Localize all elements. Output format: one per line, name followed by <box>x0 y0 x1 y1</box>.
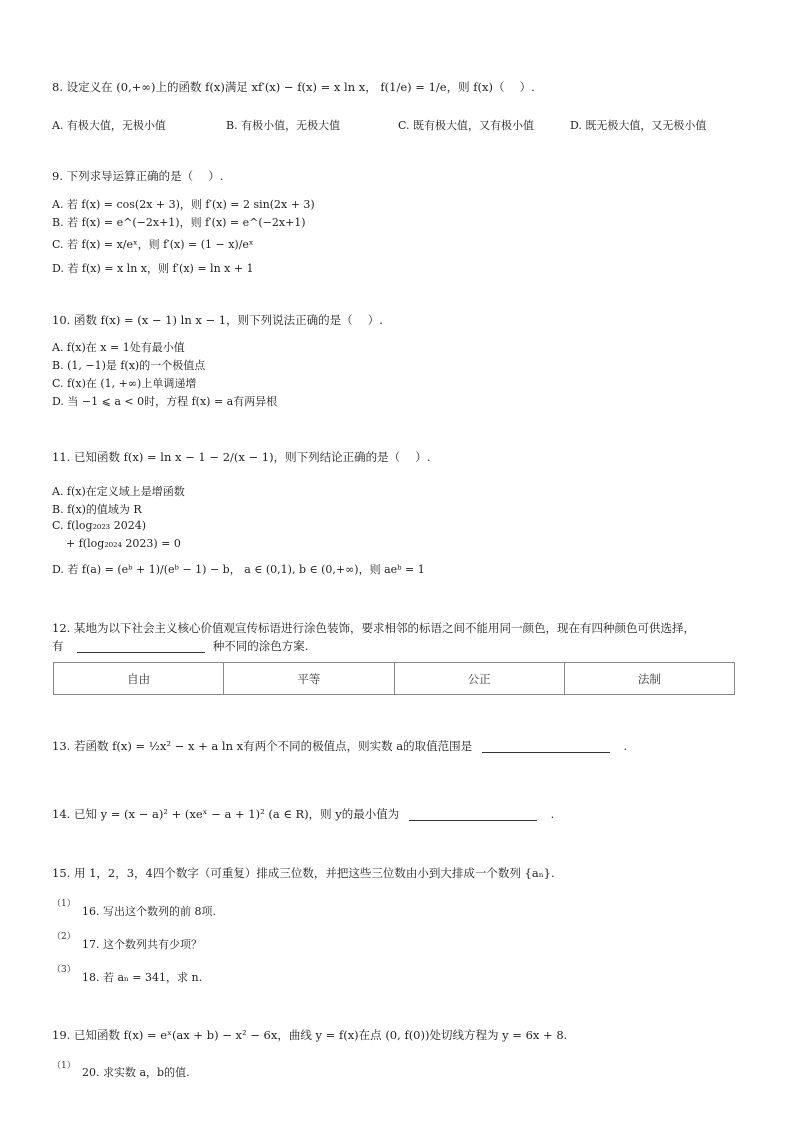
slogan-cell: 自由 <box>54 663 224 695</box>
q15-sub1-text: 16. 写出这个数列的前 8项. <box>82 905 216 918</box>
q14-end: . <box>550 807 555 821</box>
q14-stem: 14. 已知 y = (x − a)² + (xeˣ − a + 1)² (a ∈ R)，则 y的最小值为 <box>52 807 400 821</box>
q8-option-b: B. 有极小值，无极大值 <box>226 119 341 132</box>
q19-sub1-text: 20. 求实数 a，b的值. <box>82 1066 190 1079</box>
q10-option-a: A. f(x)在 x = 1处有最小值 <box>52 341 185 354</box>
q10-option-b: B. (1, −1)是 f(x)的一个极值点 <box>52 359 206 372</box>
slogan-table <box>53 662 735 695</box>
q11-option-d: D. 若 f(a) = (eᵇ + 1)/(eᵇ − 1) − b， a ∈ (0,1), b ∈ (0,+∞)，则 aeᵇ = 1 <box>52 563 425 576</box>
q9-option-c: C. 若 f(x) = x/eˣ，则 f′(x) = (1 − x)/eˣ <box>52 238 254 251</box>
question-9-stem: 9. 下列求导运算正确的是（ ）. <box>52 169 224 183</box>
question-8-stem: 8. 设定义在 (0,+∞)上的函数 f(x)满足 xf′(x) − f(x) = x ln x， f(1/e) = 1/e，则 f(x)（ ）. <box>52 80 535 94</box>
slogan-row <box>54 663 735 695</box>
q13-answer-blank[interactable] <box>482 740 610 753</box>
q9-option-d: D. 若 f(x) = x ln x，则 f′(x) = ln x + 1 <box>52 262 254 275</box>
q8-option-c: C. 既有极大值，又有极小值 <box>398 119 535 132</box>
q10-option-d: D. 当 −1 ⩽ a < 0时，方程 f(x) = a有两异根 <box>52 395 278 408</box>
q8-option-a: A. 有极大值，无极小值 <box>52 119 166 132</box>
q9-option-b: B. 若 f(x) = e^(−2x+1)，则 f′(x) = e^(−2x+1) <box>52 216 306 229</box>
question-10-stem: 10. 函数 f(x) = (x − 1) ln x − 1，则下列说法正确的是（ ）. <box>52 313 383 327</box>
q15-sub2-number: （2） <box>52 932 76 942</box>
question-12-stem: 12. 某地为以下社会主义核心价值观宣传标语进行涂色装饰，要求相邻的标语之间不能用同一颜色，现在有四种颜色可供选择， <box>52 621 695 635</box>
question-15-stem: 15. 用 1，2，3，4四个数字（可重复）排成三位数，并把这些三位数由小到大排成一个数列 {aₙ}. <box>52 866 555 880</box>
q11-option-c-cont: + f(log₂₀₂₄ 2023) = 0 <box>66 537 181 550</box>
q11-option-a: A. f(x)在定义域上是增函数 <box>52 485 185 498</box>
q12-line2-post: 种不同的涂色方案. <box>212 639 309 653</box>
q15-sub2-text: 17. 这个数列共有少项？ <box>82 938 202 951</box>
q15-sub1-number: （1） <box>52 899 76 909</box>
q13-end: . <box>623 739 628 753</box>
q19-sub1-number: （1） <box>52 1061 76 1071</box>
q11-option-c: C. f(log₂₀₂₃ 2024) <box>52 519 146 532</box>
q15-sub3-number: （3） <box>52 965 76 975</box>
question-11-stem: 11. 已知函数 f(x) = ln x − 1 − 2/(x − 1)，则下列结论正确的是（ ）. <box>52 450 431 464</box>
q9-option-a: A. 若 f(x) = cos(2x + 3)，则 f′(x) = 2 sin(2x + 3) <box>52 198 315 211</box>
question-12-line2 <box>52 640 308 653</box>
q15-sub3-text: 18. 若 aₙ = 341，求 n. <box>82 971 203 984</box>
question-13 <box>52 740 627 753</box>
question-19-stem: 19. 已知函数 f(x) = eˣ(ax + b) − x² − 6x，曲线 y = f(x)在点 (0, f(0))处切线方程为 y = 6x + 8. <box>52 1028 568 1042</box>
q11-option-b: B. f(x)的值域为 R <box>52 503 142 516</box>
q14-answer-blank[interactable] <box>409 808 537 821</box>
slogan-cell: 公正 <box>394 663 564 695</box>
q8-option-d: D. 既无极大值，又无极小值 <box>570 119 707 132</box>
slogan-cell: 平等 <box>224 663 394 695</box>
q12-line2-pre: 有 <box>52 639 64 653</box>
q10-option-c: C. f(x)在 (1, +∞)上单调递增 <box>52 377 197 390</box>
slogan-cell: 法制 <box>564 663 734 695</box>
q12-answer-blank[interactable] <box>77 640 205 653</box>
q13-stem: 13. 若函数 f(x) = ½x² − x + a ln x有两个不同的极值点，则实数 a的取值范围是 <box>52 739 473 753</box>
question-14 <box>52 808 554 821</box>
